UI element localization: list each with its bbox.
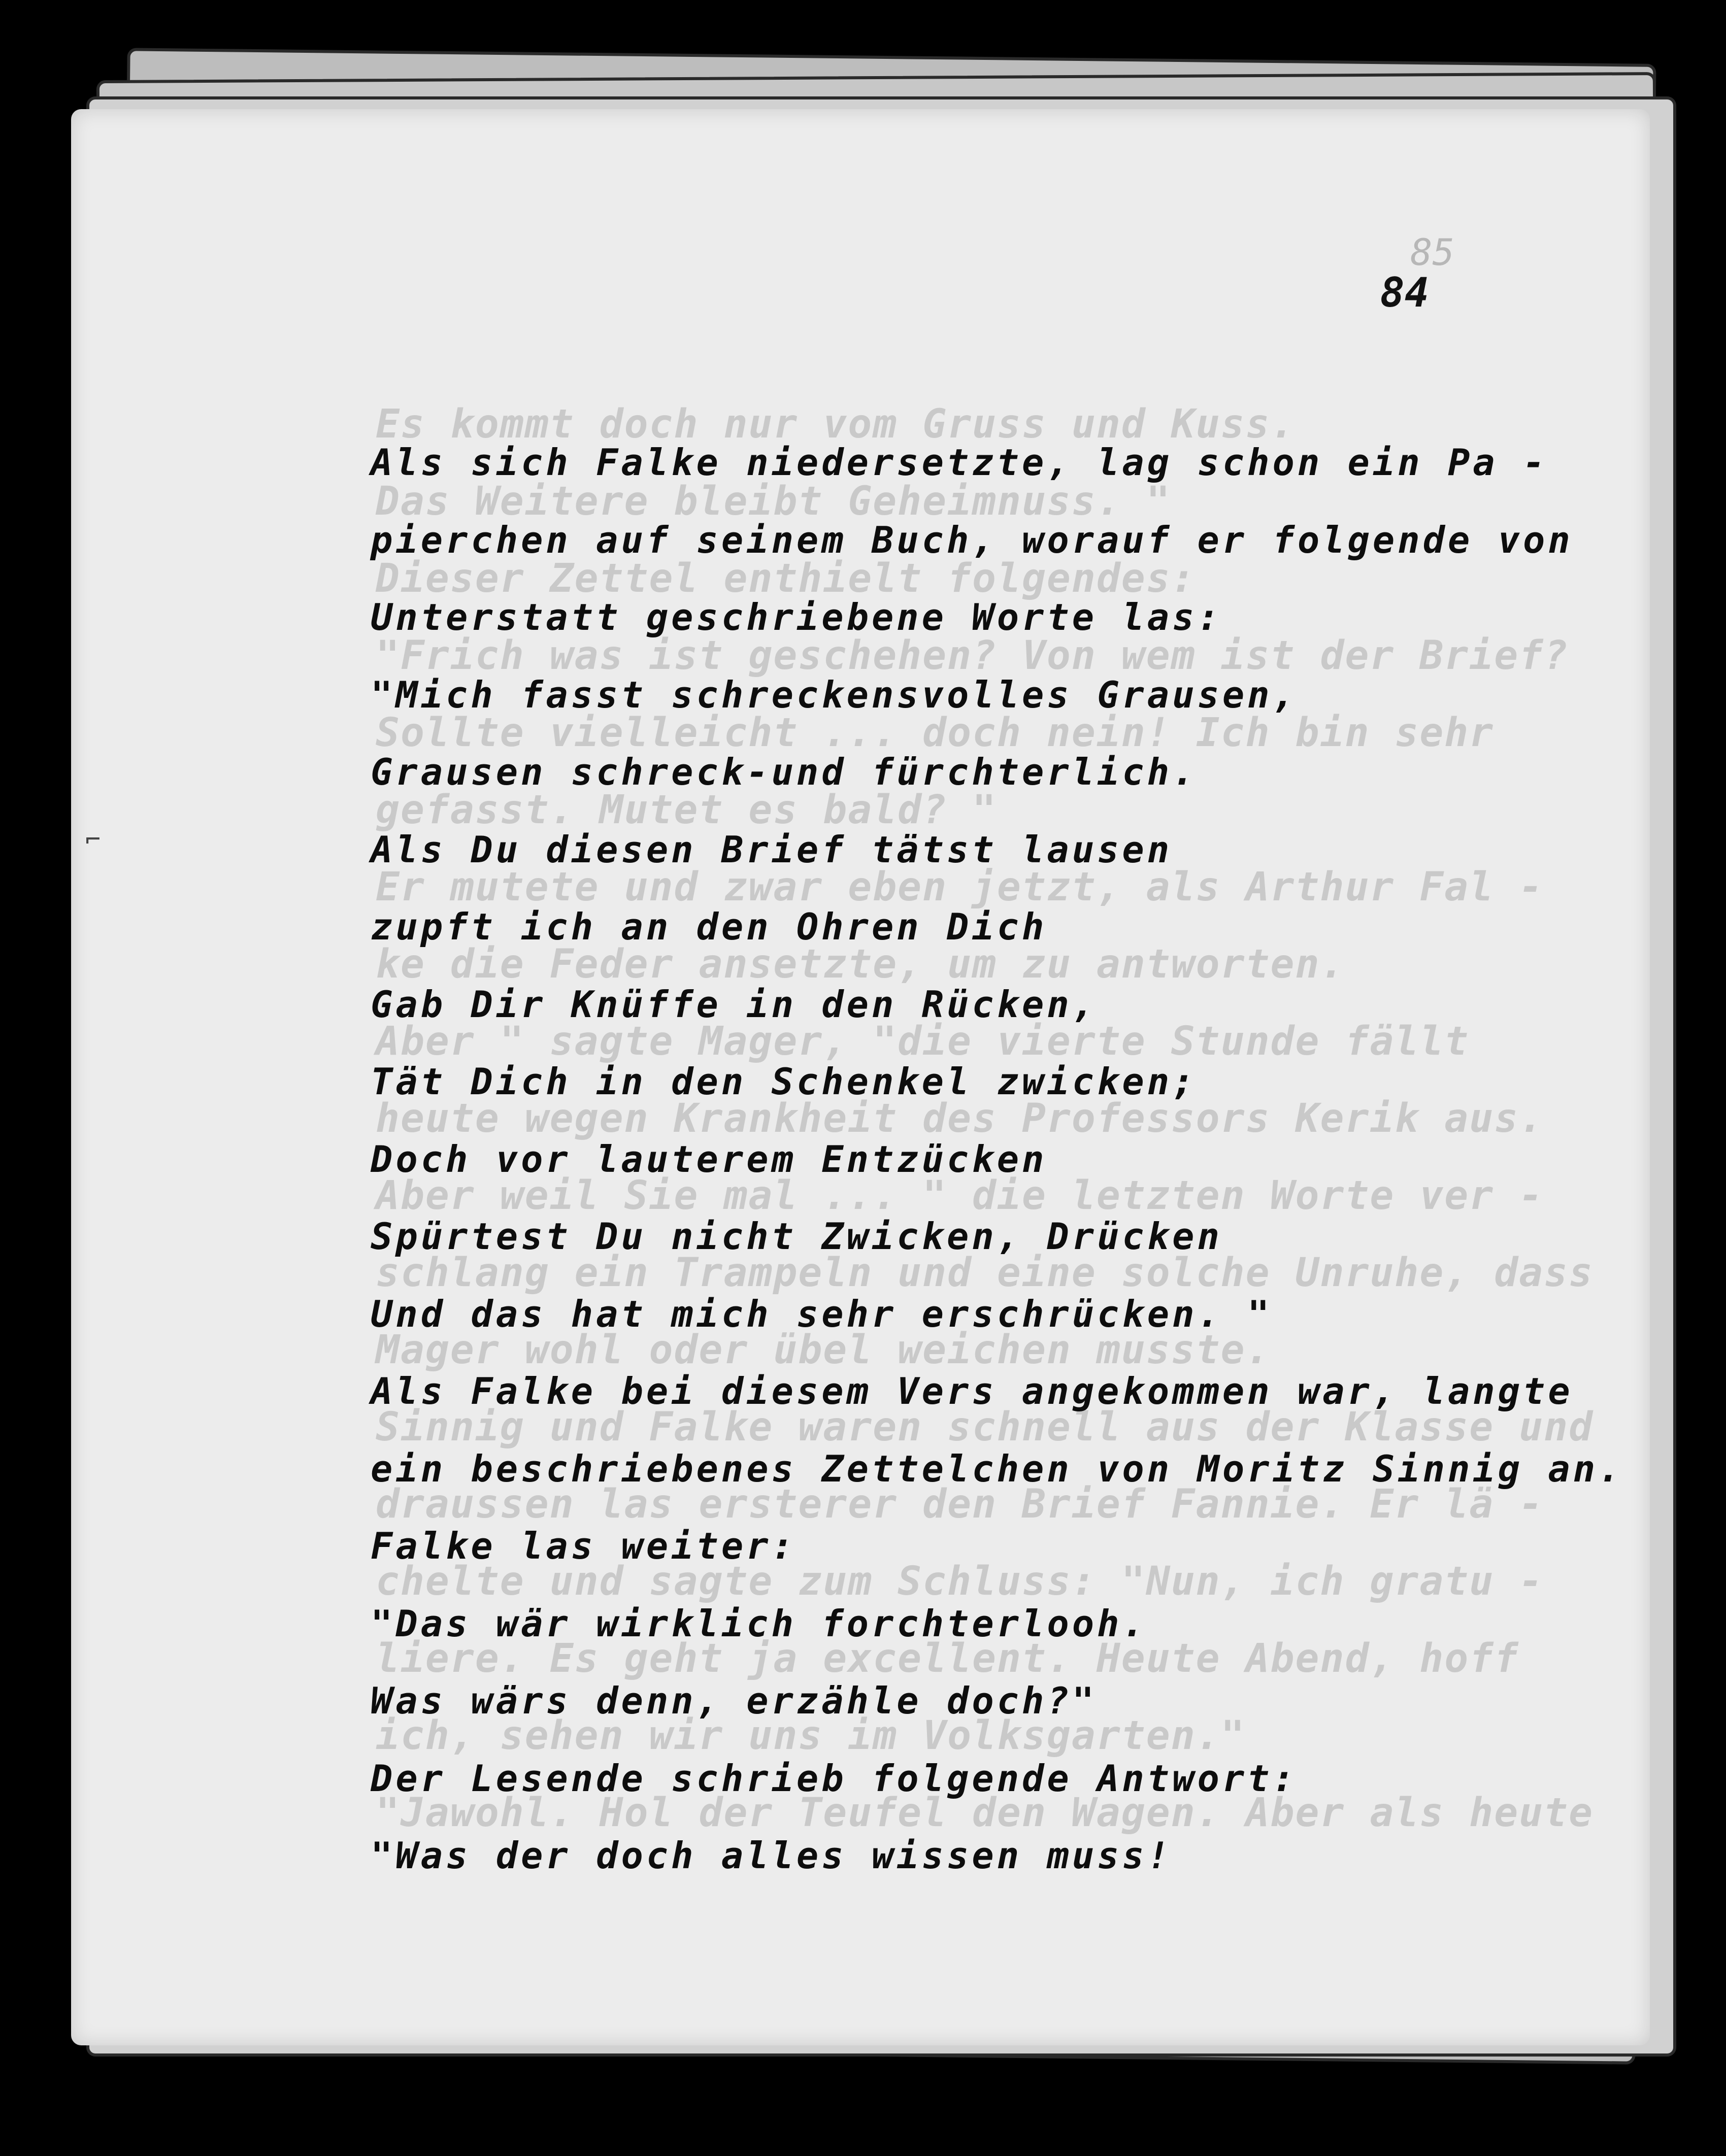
ghost-line: draussen las ersterer den Brief Fannie. Er lä -: [376, 1481, 1544, 1527]
ghost-line: heute wegen Krankheit des Professors Kerik aus.: [376, 1096, 1544, 1141]
text-line: Gab Dir Knüffe in den Rücken,: [371, 983, 1098, 1026]
text-line: Tät Dich in den Schenkel zwicken;: [371, 1060, 1198, 1103]
old-page-number: 85: [1410, 231, 1454, 274]
text-line: Spürtest Du nicht Zwicken, Drücken: [371, 1215, 1222, 1258]
ghost-line: Aber weil Sie mal ... " die letzten Worte ver -: [376, 1173, 1544, 1219]
ghost-line: Mager wohl oder übel weichen musste.: [376, 1327, 1271, 1373]
ghost-line: gefasst. Mutet es bald? ": [376, 787, 997, 833]
text-line: Doch vor lauterem Entzücken: [371, 1137, 1047, 1181]
text-line: Falke las weiter:: [371, 1525, 796, 1567]
ghost-line: Das Weitere bleibt Geheimnuss. ": [376, 479, 1171, 524]
text-line: Grausen schreck-und fürchterlich.: [371, 751, 1198, 793]
text-line: ein beschriebenes Zettelchen von Moritz Sinnig an.: [371, 1447, 1623, 1490]
ghost-line: Sinnig und Falke waren schnell aus der Klasse und: [376, 1404, 1594, 1450]
ghost-line: Er mutete und zwar eben jetzt, als Arthur Fal -: [376, 864, 1544, 910]
text-line: Als Du diesen Brief tätst lausen: [371, 828, 1173, 871]
text-line: Was wärs denn, erzähle doch?": [371, 1679, 1098, 1722]
ghost-line: "Jawohl. Hol der Teufel den Wagen. Aber als heute: [376, 1790, 1594, 1836]
ghost-line: ich, sehen wir uns im Volksgarten.": [376, 1713, 1246, 1759]
text-line: "Mich fasst schreckensvolles Grausen,: [371, 673, 1298, 716]
text-line: "Was der doch alles wissen muss!: [371, 1834, 1173, 1877]
text-line: Und das hat mich sehr erschrücken. ": [371, 1292, 1273, 1335]
ghost-line: Es kommt doch nur vom Gruss und Kuss.: [376, 401, 1296, 447]
text-line: pierchen auf seinem Buch, worauf er folgende von: [371, 518, 1573, 561]
ghost-line: ke die Feder ansetzte, um zu antworten.: [376, 941, 1345, 987]
margin-mark: ⌐: [85, 825, 101, 854]
ghost-line: liere. Es geht ja excellent. Heute Abend, hoff: [376, 1636, 1519, 1681]
text-line: "Das wär wirklich forchterlooh.: [371, 1602, 1147, 1645]
text-line: Unterstatt geschriebene Worte las:: [371, 596, 1222, 638]
page-number: 84: [1380, 269, 1429, 316]
text-line: Als Falke bei diesem Vers angekommen war, langte: [371, 1370, 1573, 1412]
typed-text-body: [371, 424, 1623, 1895]
ghost-line: Dieser Zettel enthielt folgendes:: [376, 556, 1196, 601]
text-line: Als sich Falke niedersetzte, lag schon ein Pa -: [371, 441, 1548, 484]
text-line: zupft ich an den Ohren Dich: [371, 905, 1047, 948]
ghost-line: schlang ein Trampeln und eine solche Unruhe, dass: [376, 1250, 1594, 1296]
ghost-line: Sollte vielleicht ... doch nein! Ich bin sehr: [376, 710, 1495, 756]
text-line: Der Lesende schrieb folgende Antwort:: [371, 1757, 1298, 1800]
ghost-line: chelte und sagte zum Schluss: "Nun, ich gratu -: [376, 1559, 1544, 1604]
ghost-line: "Frich was ist geschehen? Von wem ist der Brief?: [376, 633, 1569, 679]
ghost-line: Aber " sagte Mager, "die vierte Stunde fällt: [376, 1019, 1470, 1064]
